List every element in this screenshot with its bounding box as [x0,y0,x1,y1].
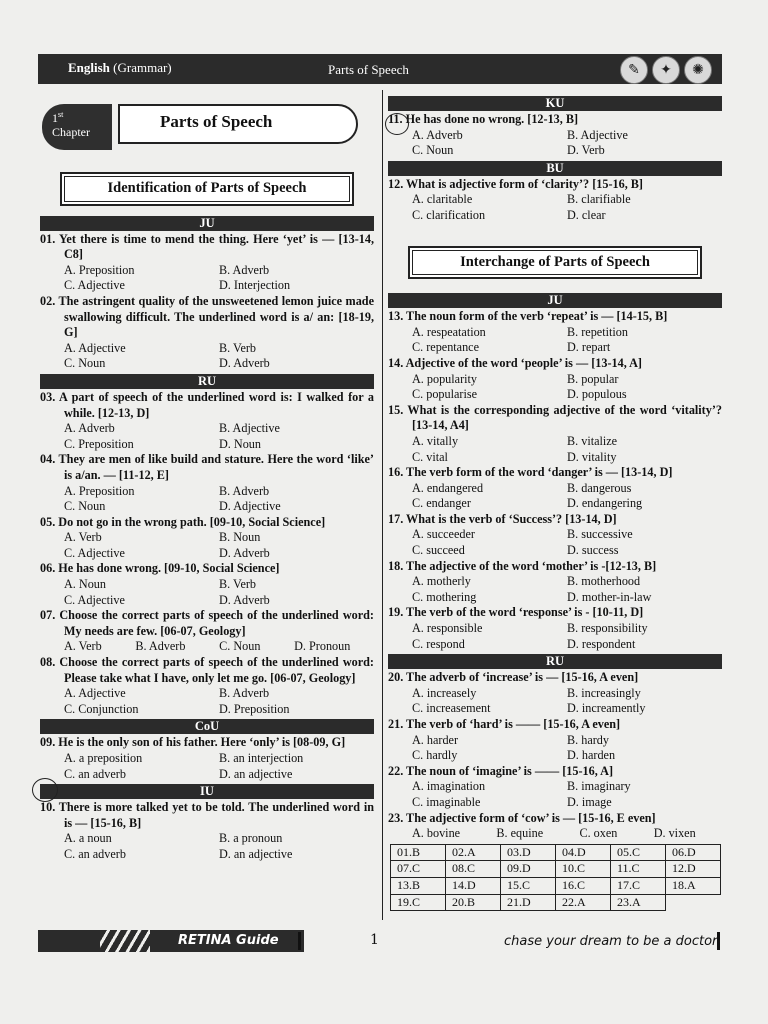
question-text: 22. The noun of ‘imagine’ is —— [15-16, A] [388,763,614,778]
page-number: 1 [370,932,379,948]
question-text: 08. Choose the correct parts of speech of the underlined word: Please take what I have, only let me go. [06-07, Geology] [40,655,374,685]
option: D. Adverb [219,592,270,607]
answer-cell: 19.C [391,894,446,911]
option: D. increamently [567,701,646,716]
question-item [388,309,722,356]
answer-cell: 16.C [556,877,611,894]
option: D. populous [567,387,627,402]
option: A. Adverb [412,127,463,142]
question-text: 13. The noun form of the verb ‘repeat’ is — [14-15, B] [388,309,668,324]
option-list [40,751,374,782]
option: C. Adjective [64,592,125,607]
option: C. mothering [412,589,477,604]
option: A. succeeder [412,527,475,542]
option: B. Noun [219,530,261,545]
answer-cell: 17.C [611,877,666,894]
option: B. popular [567,371,619,386]
option: A. motherly [412,574,471,589]
option: C. respond [412,636,465,651]
answer-row [391,861,721,878]
option-list [388,527,722,558]
university-bar: IU [40,784,374,799]
answer-cell: 22.A [556,894,611,911]
option: A. Preposition [64,262,135,277]
footer-divider [717,932,720,950]
option: A. Preposition [64,483,135,498]
option: B. increasingly [567,685,641,700]
answer-cell: 20.B [446,894,501,911]
header-icons [620,56,712,84]
option: A. harder [412,732,459,747]
university-bar: BU [388,161,722,176]
option: B. Adjective [219,421,280,436]
option-list [388,128,722,159]
answer-cell [666,894,721,911]
option: D. an adjective [219,766,293,781]
question-item [388,177,722,224]
option-list [40,341,374,372]
footer-stripes [100,930,150,952]
header-title: Parts of Speech [328,62,409,77]
answer-cell: 13.B [391,877,446,894]
question-text: 05. Do not go in the wrong path. [09-10, Social Science] [40,514,326,529]
question-list-right-bottom [388,293,722,842]
option: C. clarification [412,207,486,222]
question-text: 06. He has done wrong. [09-10, Social Science] [40,561,280,576]
option-list [40,530,374,561]
option: A. vitally [412,433,459,448]
question-item [40,232,374,294]
option-list [40,263,374,294]
question-text: 16. The verb form of the word ‘danger’ is — [13-14, D] [388,465,673,480]
option: C. Adjective [64,545,125,560]
option: C. imaginable [412,794,481,809]
option: A. Verb [64,639,102,654]
option-list [388,826,722,842]
option: D. mother-in-law [567,589,652,604]
option-list [388,481,722,512]
option: C. oxen [579,826,618,841]
option: D. Adverb [219,545,270,560]
answer-cell: 08.C [446,861,501,878]
option: D. Pronoun [294,639,351,654]
question-text: 19. The verb of the word ‘response’ is - [10-11, D] [388,605,644,620]
option: C. succeed [412,543,465,558]
question-text: 03. A part of speech of the underlined word is: I walked for a while. [12-13, D] [40,389,374,420]
question-text: 15. What is the corresponding adjective of the word ‘vitality’? [13-14, A4] [388,402,722,433]
pen-circle-mark [385,113,409,135]
option: D. Adjective [219,499,281,514]
pen-circle-mark [32,778,58,802]
option-list [388,574,722,605]
question-text: 02. The astringent quality of the unsweetened lemon juice made swallowing difficult. The underlined word is a/ an: [18-19, G] [40,293,374,340]
option: B. dangerous [567,480,632,495]
answer-cell: 15.C [501,877,556,894]
university-bar: KU [388,96,722,111]
option: B. Adverb [219,483,270,498]
option: B. responsibility [567,621,648,636]
option: A. responsible [412,621,483,636]
option: A. respeatation [412,324,486,339]
option: D. endangering [567,496,643,511]
option: C. Preposition [64,436,134,451]
option: D. image [567,794,612,809]
right-column [388,94,722,911]
option-list [388,325,722,356]
option: B. motherhood [567,574,641,589]
question-item [388,559,722,606]
question-item [40,800,374,862]
option-list [388,733,722,764]
option: B. successive [567,527,633,542]
option: D. vixen [653,826,696,841]
option: A. Noun [64,577,106,592]
question-item [388,465,722,512]
option: D. Verb [567,143,605,158]
answer-cell: 06.D [666,844,721,861]
book-icon: ✎ [620,56,648,84]
option: C. Noun [64,356,106,371]
question-text: 11. He has done no wrong. [12-13, B] [388,112,579,126]
university-bar: RU [388,654,722,669]
option: A. a noun [64,831,112,846]
answer-cell: 14.D [446,877,501,894]
option: B. hardy [567,732,609,747]
question-item [40,655,374,717]
answer-cell: 11.C [611,861,666,878]
option: A. bovine [412,826,461,841]
option-list [388,372,722,403]
question-text: 23. The adjective form of ‘cow’ is — [15-16, E even] [388,810,656,825]
question-list-right-top [388,96,722,224]
question-text: 04. They are men of like build and stature. Here the word ‘like’ is a/an. — [11-12, E] [40,452,374,482]
option-list [40,577,374,608]
option: C. Conjunction [64,701,139,716]
option: A. popularity [412,371,477,386]
option-list [40,639,374,655]
option: B. an interjection [219,751,304,765]
header-bar [38,54,722,84]
university-bar: RU [40,374,374,389]
option: B. clarifiable [567,192,631,207]
option: A. Adjective [64,340,126,355]
option: C. Noun [64,499,106,514]
question-text: 09. He is the only son of his father. Here ‘only’ is [08-09, G] [40,735,346,750]
question-text: 12. What is adjective form of ‘clarity’? [15-16, B] [388,176,643,191]
option-list [388,779,722,810]
answer-cell: 04.D [556,844,611,861]
university-bar: JU [388,293,722,308]
question-list-left [40,216,374,863]
option: B. Verb [219,577,257,592]
option: D. repart [567,340,611,355]
answer-row [391,877,721,894]
question-item [388,512,722,559]
answer-key-table [390,844,721,911]
question-text: 21. The verb of ‘hard’ is —— [15-16, A even] [388,717,621,731]
option: C. increasement [412,701,491,716]
option: C. hardly [412,748,458,763]
option-list [40,831,374,862]
option: B. imaginary [567,779,631,794]
option: B. Adjective [567,127,628,142]
subject-label: English (Grammar) [68,60,172,75]
answer-row [391,844,721,861]
option: B. Adverb [219,262,270,277]
option: D. respondent [567,636,636,651]
option: D. harden [567,748,616,763]
option: D. an adjective [219,846,293,861]
question-item [40,561,374,608]
question-item [40,390,374,452]
option-list [40,421,374,452]
option-list [388,621,722,652]
option-list [388,686,722,717]
chapter-title: Parts of Speech [118,104,358,144]
question-text: 20. The adverb of ‘increase’ is — [15-16, A even] [388,670,639,685]
option-list [40,686,374,717]
question-item [388,764,722,811]
option: D. clear [567,207,606,222]
answer-cell: 21.D [501,894,556,911]
question-item [388,670,722,717]
option: C. an adverb [64,766,126,781]
question-item [40,735,374,782]
section-title-identification: Identification of Parts of Speech [60,172,354,206]
reader-icon: ✺ [684,56,712,84]
answer-row [391,894,721,911]
option-list [388,434,722,465]
question-text: 18. The adjective of the word ‘mother’ is -[12-13, B] [388,558,657,573]
option: D. vitality [567,449,617,464]
option-list [40,484,374,515]
option: C. an adverb [64,846,126,861]
option: C. vital [412,449,448,464]
footer-brand: RETINA Guide [178,933,279,948]
option: B. repetition [567,324,628,339]
answer-cell: 07.C [391,861,446,878]
option: D. Adverb [219,356,270,371]
answer-cell: 12.D [666,861,721,878]
question-text: 17. What is the verb of ‘Success’? [13-14, D] [388,511,617,526]
option: D. Noun [219,436,261,451]
puzzle-icon: ✦ [652,56,680,84]
question-item [40,608,374,655]
option: A. claritable [412,192,473,207]
question-item [388,811,722,842]
option: A. a preposition [64,751,143,765]
question-item [388,112,722,159]
answer-cell: 01.B [391,844,446,861]
question-text: 07. Choose the correct parts of speech of the underlined word: My needs are few. [06-07, Geology] [40,608,374,638]
question-text: 10. There is more talked yet to be told. The underlined word in is — [15-16, B] [40,800,374,830]
answer-cell: 10.C [556,861,611,878]
option: D. Interjection [219,278,291,293]
question-item [40,515,374,562]
option: A. Adverb [64,421,115,436]
option: B. a pronoun [219,831,283,846]
option: C. Noun [412,143,454,158]
question-text: 14. Adjective of the word ‘people’ is — [13-14, A] [388,355,642,370]
option: B. Verb [219,340,257,355]
option: A. Adjective [64,686,126,701]
section-title-interchange: Interchange of Parts of Speech [408,246,702,280]
answer-cell: 05.C [611,844,666,861]
option: D. Preposition [219,701,290,716]
answer-cell: 03.D [501,844,556,861]
footer-brand-bar [38,930,304,952]
question-item [388,403,722,465]
option: C. Adjective [64,278,125,293]
option: A. increasely [412,685,477,700]
answer-cell: 09.D [501,861,556,878]
question-item [388,356,722,403]
footer-divider [298,932,301,950]
column-divider [382,90,383,920]
option: C. repentance [412,340,479,355]
option: B. equine [496,826,544,841]
university-bar: CoU [40,719,374,734]
option: A. endangered [412,480,484,495]
option: D. success [567,543,619,558]
university-bar: JU [40,216,374,231]
question-item [388,717,722,764]
question-item [40,452,374,514]
option: B. Adverb [135,639,186,654]
option: C. Noun [219,639,261,654]
option: A. imagination [412,779,486,794]
left-column [40,94,374,863]
option: B. Adverb [219,686,270,701]
answer-cell: 02.A [446,844,501,861]
question-text: 01. Yet there is time to mend the thing. Here ‘yet’ is — [13-14, C8] [40,231,374,262]
option: A. Verb [64,530,102,545]
chapter-badge: 1st Chapter [42,104,112,150]
footer-motto: chase your dream to be a doctor [504,934,718,949]
answer-cell: 18.A [666,877,721,894]
option: B. vitalize [567,433,618,448]
answer-cell: 23.A [611,894,666,911]
question-item [388,605,722,652]
question-item [40,294,374,372]
option-list [388,192,722,223]
option: C. popularise [412,387,477,402]
option: C. endanger [412,496,471,511]
chapter-heading [40,100,374,158]
